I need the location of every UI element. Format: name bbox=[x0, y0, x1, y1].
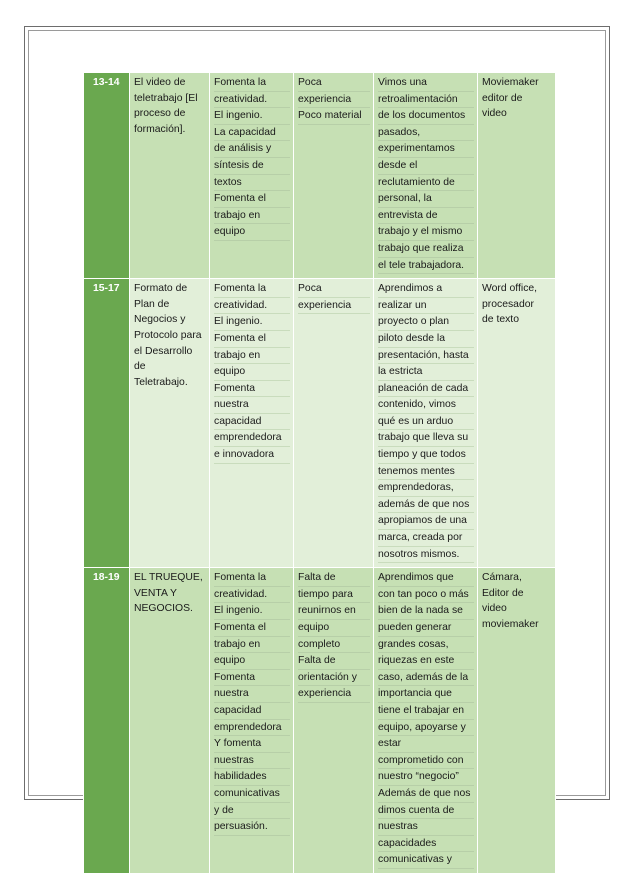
cell-text-line: Fomenta el bbox=[214, 191, 290, 208]
cell-text-line: video bbox=[482, 603, 507, 615]
cell-text-line: Aprendimos a bbox=[378, 281, 474, 298]
cell-text-line: el tele trabajadora. bbox=[378, 258, 474, 275]
cell-text-line: de análisis y bbox=[214, 141, 290, 158]
cell-text-line: trabajo que lleva su bbox=[378, 430, 474, 447]
learning-cell bbox=[374, 568, 478, 874]
table-row bbox=[84, 568, 556, 874]
cell-text-line: Moviemaker bbox=[482, 77, 539, 88]
cell-text-line: Fomenta la bbox=[214, 75, 290, 92]
cell-text-line: Teletrabajo. bbox=[134, 376, 188, 388]
cell-text-line: Editor de bbox=[482, 587, 524, 599]
cell-text-line: Y fomenta bbox=[214, 736, 290, 753]
tools-cell bbox=[478, 568, 556, 874]
cell-text-line: trabajo en bbox=[214, 637, 290, 654]
cell-text-line: experiencia bbox=[298, 298, 370, 315]
cell-text-line: retroalimentación bbox=[378, 92, 474, 109]
cell-text-line: síntesis de bbox=[214, 158, 290, 175]
cell-text-line: Fomenta el bbox=[214, 331, 290, 348]
cell-text-line: EL TRUEQUE, bbox=[134, 572, 203, 584]
cell-text-line: capacidad bbox=[214, 703, 290, 720]
cell-text-line: nuestra bbox=[214, 397, 290, 414]
cell-text-line: creatividad. bbox=[214, 298, 290, 315]
cell-text-line: comunicativas bbox=[214, 786, 290, 803]
activity-cell bbox=[130, 279, 210, 568]
cell-text-line: El ingenio. bbox=[214, 603, 290, 620]
cell-text-line: procesador bbox=[482, 298, 534, 310]
cell-text-line: riquezas en este bbox=[378, 653, 474, 670]
cell-text-line: Fomenta el bbox=[214, 620, 290, 637]
difficulties-cell bbox=[294, 279, 374, 568]
cell-text-line: experiencia bbox=[298, 686, 370, 703]
cell-text-line: emprendedora bbox=[214, 720, 290, 737]
tools-cell bbox=[478, 279, 556, 568]
cell-text-line: El ingenio. bbox=[214, 314, 290, 331]
cell-text-line: realizar un bbox=[378, 298, 474, 315]
cell-text-line: reclutamiento de bbox=[378, 175, 474, 192]
cell-text-line: Falta de bbox=[298, 653, 370, 670]
learning-cell bbox=[374, 279, 478, 568]
cell-text-line: trabajo que realiza bbox=[378, 241, 474, 258]
cell-text-line: Cámara, bbox=[482, 572, 522, 584]
cell-text-line: marca, creada por bbox=[378, 530, 474, 547]
cell-text-line: persuasión. bbox=[214, 819, 290, 836]
cell-text-line: grandes cosas, bbox=[378, 637, 474, 654]
cell-text-line: capacidad bbox=[214, 414, 290, 431]
difficulties-cell bbox=[294, 568, 374, 874]
cell-text-line: orientación y bbox=[298, 670, 370, 687]
cell-text-line: pueden generar bbox=[378, 620, 474, 637]
cell-text-line: qué es un arduo bbox=[378, 414, 474, 431]
cell-text-line: Aprendimos que bbox=[378, 570, 474, 587]
cell-text-line: equipo, apoyarse y bbox=[378, 720, 474, 737]
cell-text-line: dimos cuenta de bbox=[378, 803, 474, 820]
cell-text-line: Fomenta la bbox=[214, 570, 290, 587]
cell-text-line: nuestra bbox=[214, 686, 290, 703]
skills-cell bbox=[210, 73, 294, 279]
cell-text-line: comprometido con bbox=[378, 753, 474, 770]
cell-text-line: desde el bbox=[378, 158, 474, 175]
cell-text-line: completo bbox=[298, 637, 370, 654]
cell-text-line: capacidades bbox=[378, 836, 474, 853]
cell-text-line: tiempo para bbox=[298, 587, 370, 604]
cell-text-line: equipo bbox=[298, 620, 370, 637]
cell-text-line: Poca bbox=[298, 75, 370, 92]
cell-text-line: pasados, bbox=[378, 125, 474, 142]
skills-cell bbox=[210, 279, 294, 568]
cell-text-line: experimentamos bbox=[378, 141, 474, 158]
session-number-cell: 13-14 bbox=[84, 73, 130, 279]
cell-text-line: Poco material bbox=[298, 108, 370, 125]
cell-text-line: la estricta bbox=[378, 364, 474, 381]
cell-text-line: de los documentos bbox=[378, 108, 474, 125]
cell-text-line: equipo bbox=[214, 653, 290, 670]
tools-cell bbox=[478, 73, 556, 279]
cell-text-line: y de bbox=[214, 803, 290, 820]
cell-text-line: emprendedoras, bbox=[378, 480, 474, 497]
activity-cell bbox=[130, 73, 210, 279]
skills-cell bbox=[210, 568, 294, 874]
cell-text-line: trabajo y el mismo bbox=[378, 224, 474, 241]
cell-text-line: bien de la nada se bbox=[378, 603, 474, 620]
cell-text-line: planeación de cada bbox=[378, 381, 474, 398]
table-row bbox=[84, 73, 556, 279]
cell-text-line: Falta de bbox=[298, 570, 370, 587]
cell-text-line: personal, la bbox=[378, 191, 474, 208]
cell-text-line: Formato de bbox=[134, 283, 188, 295]
cell-text-line: Fomenta bbox=[214, 670, 290, 687]
cell-text-line: La capacidad bbox=[214, 125, 290, 142]
cell-text-line: comunicativas y bbox=[378, 852, 474, 869]
cell-text-line: video bbox=[482, 108, 507, 120]
cell-text-line: trabajo en bbox=[214, 348, 290, 365]
cell-text-line: Protocolo para bbox=[134, 329, 202, 341]
cell-text-line: creatividad. bbox=[214, 92, 290, 109]
cell-text-line: teletrabajo [El bbox=[134, 92, 198, 104]
learning-cell bbox=[374, 73, 478, 279]
cell-text-line: nosotros mismos. bbox=[378, 547, 474, 564]
cell-text-line: Negocios y bbox=[134, 314, 186, 326]
cell-text-line: Fomenta bbox=[214, 381, 290, 398]
cell-text-line: experiencia bbox=[298, 92, 370, 109]
cell-text-line: Word office, bbox=[482, 283, 538, 295]
cell-text-line: proyecto o plan bbox=[378, 314, 474, 331]
cell-text-line: equipo bbox=[214, 364, 290, 381]
cell-text-line: textos bbox=[214, 175, 290, 192]
cell-text-line: tiene el trabajar en bbox=[378, 703, 474, 720]
activity-cell bbox=[130, 568, 210, 874]
cell-text-line: caso, además de la bbox=[378, 670, 474, 687]
cell-text-line: estar bbox=[378, 736, 474, 753]
cell-text-line: Fomenta la bbox=[214, 281, 290, 298]
cell-text-line: editor de bbox=[482, 92, 523, 104]
cell-text-line: equipo bbox=[214, 224, 290, 241]
cell-text-line: NEGOCIOS. bbox=[134, 603, 193, 615]
cell-text-line: el Desarrollo bbox=[134, 345, 193, 357]
cell-text-line: apropiamos de una bbox=[378, 513, 474, 530]
cell-text-line: además de que nos bbox=[378, 497, 474, 514]
cell-text-line: formación]. bbox=[134, 123, 186, 135]
cell-text-line: Plan de bbox=[134, 298, 170, 310]
cell-text-line: reunirnos en bbox=[298, 603, 370, 620]
cell-text-line: moviemaker bbox=[482, 619, 539, 630]
cell-text-line: nuestras bbox=[214, 753, 290, 770]
cell-text-line: trabajo en bbox=[214, 208, 290, 225]
table-body bbox=[84, 73, 556, 874]
cell-text-line: Poca bbox=[298, 281, 370, 298]
cell-text-line: El ingenio. bbox=[214, 108, 290, 125]
cell-text-line: importancia que bbox=[378, 686, 474, 703]
cell-text-line: tenemos mentes bbox=[378, 464, 474, 481]
cell-text-line: presentación, hasta bbox=[378, 348, 474, 365]
cell-text-line: nuestras bbox=[378, 819, 474, 836]
cell-text-line: piloto desde la bbox=[378, 331, 474, 348]
cell-text-line: contenido, vimos bbox=[378, 397, 474, 414]
cell-text-line: tiempo y que todos bbox=[378, 447, 474, 464]
session-number-cell: 18-19 bbox=[84, 568, 130, 874]
cell-text-line: habilidades bbox=[214, 769, 290, 786]
cell-text-line: Vimos una bbox=[378, 75, 474, 92]
cell-text-line: Además de que nos bbox=[378, 786, 474, 803]
cell-text-line: de texto bbox=[482, 314, 519, 326]
cell-text-line: con tan poco o más bbox=[378, 587, 474, 604]
cell-text-line: e innovadora bbox=[214, 447, 290, 464]
cell-text-line: nuestro “negocio” bbox=[378, 769, 474, 786]
activities-table bbox=[83, 72, 556, 874]
session-number-cell: 15-17 bbox=[84, 279, 130, 568]
cell-text-line: VENTA Y bbox=[134, 587, 177, 599]
cell-text-line: proceso de bbox=[134, 108, 186, 120]
table-row bbox=[84, 279, 556, 568]
difficulties-cell bbox=[294, 73, 374, 279]
cell-text-line: creatividad. bbox=[214, 587, 290, 604]
cell-text-line: emprendedora bbox=[214, 430, 290, 447]
cell-text-line: de bbox=[134, 361, 146, 373]
cell-text-line: El video de bbox=[134, 77, 186, 88]
cell-text-line: entrevista de bbox=[378, 208, 474, 225]
